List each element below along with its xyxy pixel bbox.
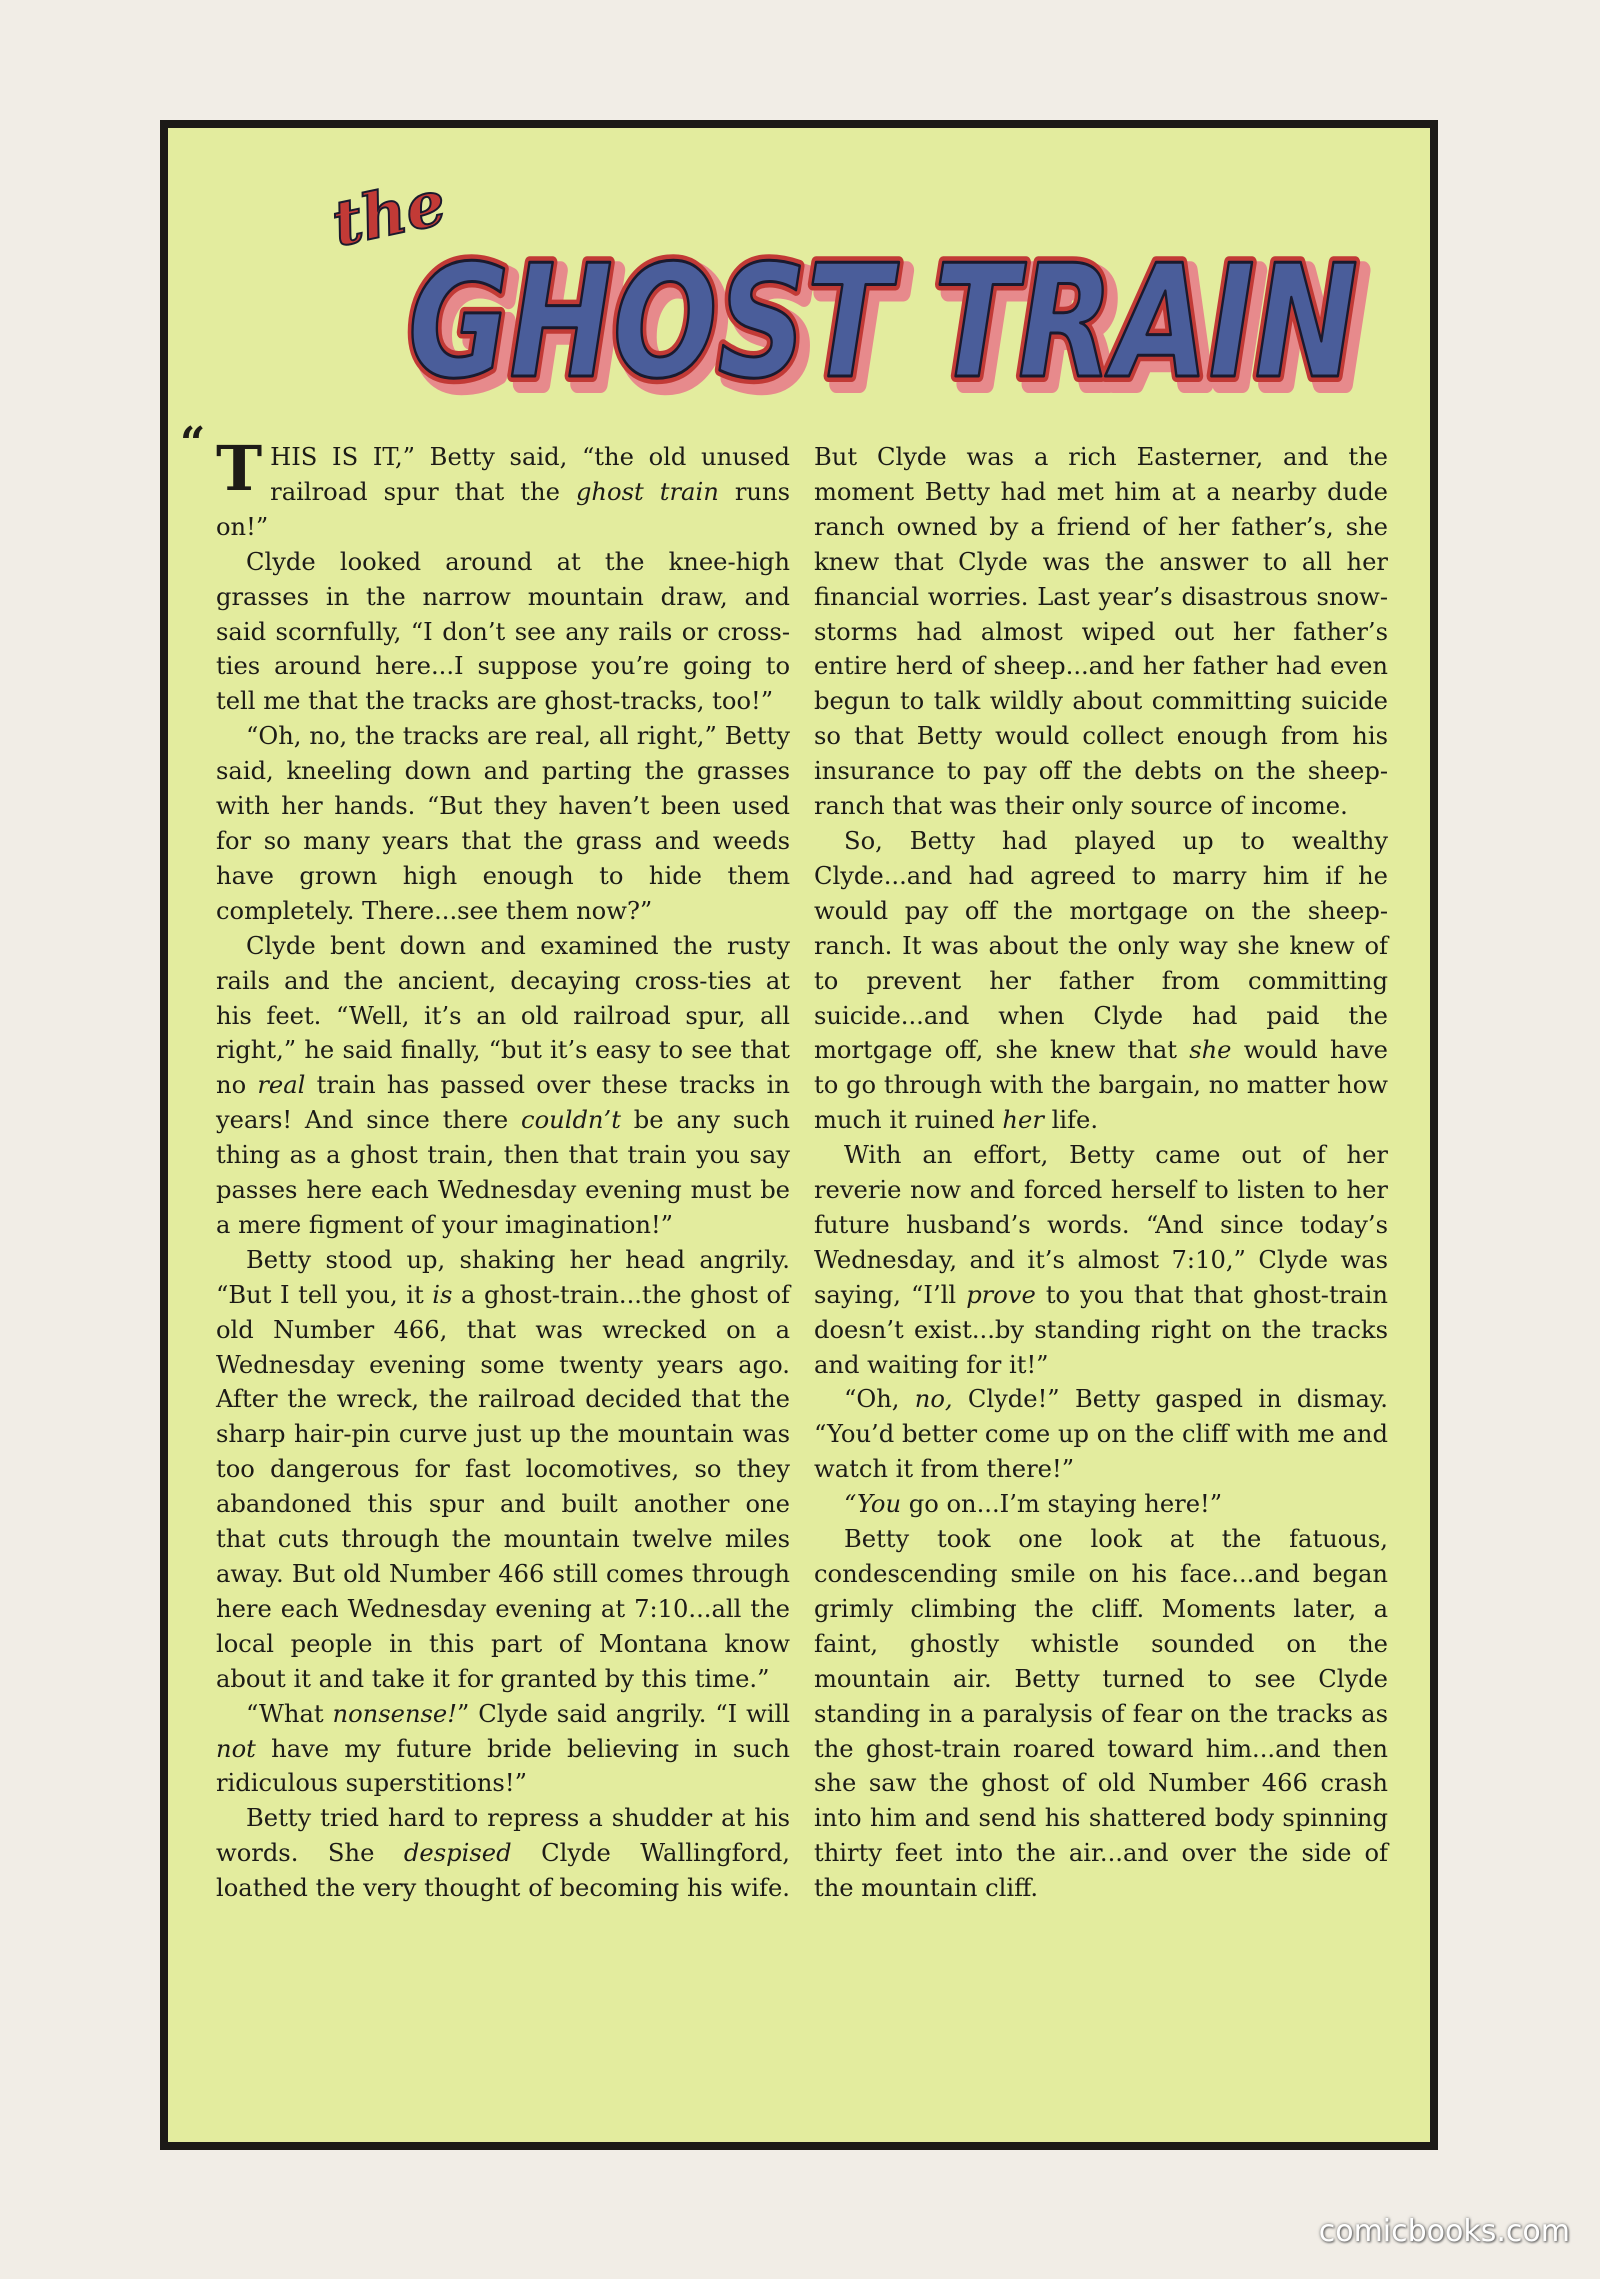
paragraph: Clyde looked around at the knee-high grasses in the narrow mountain draw, and said scornfully, “I don’t see any rails or cross-ties around here...I suppose you’re going to tell me that the tracks are ghost-tracks, too!” (216, 547, 790, 716)
paragraph: Betty took one look at the fatuous, condescending smile on his face...and began grimly climbing the cliff. Moments later, a faint, ghostly whistle sounded on the mountain air. Betty turned to see Clyde standing in a paralysis of fear on the tracks as the ghost-train roared toward him...and then she saw the ghost of old Number 466 crash into him and send his shattered body spinning thirty feet into the air...and over the side of the mountain cliff. (814, 1525, 1388, 1903)
title-logo (268, 176, 1380, 436)
watermark: comicbooks.com (1318, 2214, 1570, 2249)
paragraph: “Oh, no, the tracks are real, all right,” Betty said, kneeling down and parting the grasses with her hands. “But they haven’t been used for so many years that the grass and weeds have grown high enough to hide them completely. There...see them now?” (216, 722, 790, 925)
paragraph: So, Betty had played up to wealthy Clyde...and had agreed to marry him if he would pay off the mortgage on the sheep-ranch. It was about the only way she knew of to prevent her father from committing suicide...and when Clyde had paid the mortgage off, she knew that she would have to go through with the bargain, no matter how much it ruined her life. (814, 826, 1388, 1135)
title-outline: GHOST TRAIN (408, 231, 1358, 413)
paragraph: “What nonsense!” Clyde said angrily. “I will not have my future bride believing in such ridiculous superstitions!” (216, 1699, 790, 1798)
title-shadow: GHOST TRAIN (416, 239, 1366, 421)
paragraph: “Oh, no, Clyde!” Betty gasped in dismay. “You’d better come up on the cliff with me and watch it from there!” (814, 1385, 1388, 1484)
paragraph: Betty stood up, shaking her head angrily. “But I tell you, it is a ghost-train...the ghost of old Number 466, that was wrecked on a Wednesday evening some twenty years ago. After the wreck, the railroad decided that the sharp hair-pin curve just up the mountain was too dangerous for fast locomotives, so they abandoned this spur and built another one that cuts through the mountain twelve miles away. But old Number 466 still comes through here each Wednesday evening at 7:10...all the local people in this part of Montana know about it and take it for granted by this time.” (216, 1245, 790, 1693)
story-title (268, 176, 1380, 436)
paragraph: “You go on...I’m staying here!” (844, 1490, 1223, 1519)
story-panel (160, 120, 1438, 2150)
paragraph: THIS IS IT,” Betty said, “the old unused railroad spur that the ghost train runs on!” (216, 432, 790, 541)
title-main: GHOST TRAIN (408, 231, 1358, 413)
story-text (216, 432, 1388, 2060)
paragraph: Clyde bent down and examined the rusty rails and the ancient, decaying cross-ties at his feet. “Well, it’s an old railroad spur, all right,” he said finally, “but it’s easy to see that no real train has passed over these tracks in years! And since there couldn’t be any such thing as a ghost train, then that train you say passes here each Wednesday evening must be a mere figment of your imagination!” (216, 931, 791, 1239)
opening-quote: “ (180, 418, 206, 469)
paragraph: With an effort, Betty came out of her reverie now and forced herself to listen to her future husband’s words. “And since today’s Wednesday, and it’s almost 7:10,” Clyde was saying, “I’ll prove to you that that ghost-train doesn’t exist...by standing right on the tracks and waiting for it!” (814, 1141, 1388, 1379)
drop-cap: T (216, 432, 263, 505)
paragraph: Betty tried hard to repress a shudder at his words. She despised Clyde Wallingford, loathed the very thought of becoming his wife. But Clyde was a rich Easterner, and the moment Betty had met him at a nearby dude ranch owned by a friend of her father’s, she knew that Clyde was the answer to all her financial worries. Last year’s disastrous snow-storms had almost wiped out her father’s entire herd of sheep...and her father had even begun to talk wildly about committing suicide so that Betty would collect enough from his insurance to pay off the debts on the sheep-ranch that was their only source of income. (216, 443, 1388, 1903)
title-prefix: the (325, 176, 452, 261)
